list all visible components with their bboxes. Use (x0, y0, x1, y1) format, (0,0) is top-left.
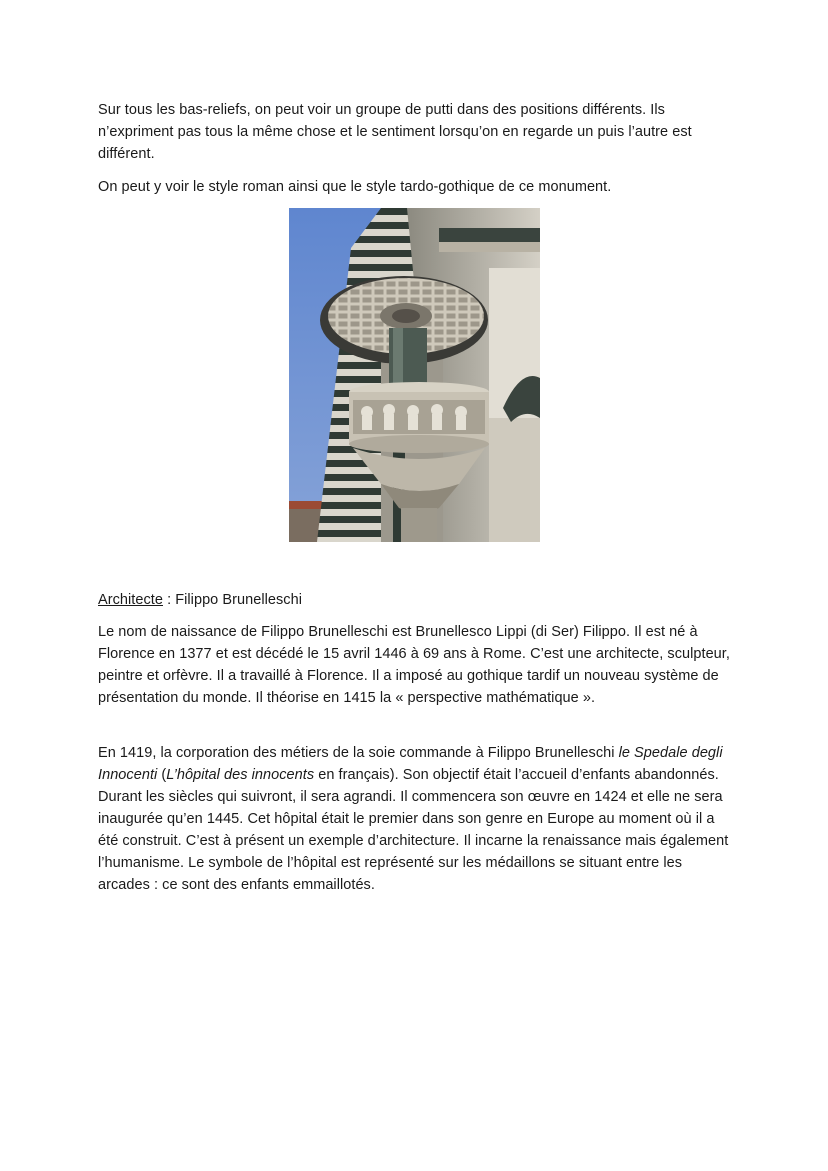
architect-separator: : (162, 592, 176, 608)
hospital-text-2: ( (157, 767, 167, 783)
paragraph-style: On peut y voir le style roman ainsi que le style tardo-gothique de ce monument. (98, 179, 612, 195)
pulpit-photo (289, 208, 540, 542)
architect-name: Filippo Brunelleschi (175, 592, 302, 608)
hospital-name-italic: le Spedale degli Innocenti (98, 745, 723, 783)
hospital-text-1: En 1419, la corporation des métiers de la soie commande à Filippo Brunelleschi (98, 745, 619, 761)
architect-heading (98, 589, 738, 611)
hospital-translation-italic: L’hôpital des innocents (166, 767, 315, 783)
paragraph-hospital (98, 742, 738, 896)
hospital-text-3: en français). Son objectif était l’accueil d’enfants abandonnés. Durant les siècles qui suivront, il sera agrandi. Il commencera son œuvre en 1424 et elle ne sera inaugurée qu’en 1445. Cet hôpital était le premier dans son genre en Europe au moment où il a été construit. C’est à présent un exemple d’architecture. Il incarne la renaissance mais également l’humanisme. Le symbole de l’hôpital est représenté sur les médaillons se situant entre les arcades : ce sont des enfants emmaillotés. (98, 767, 729, 893)
paragraph-putti: Sur tous les bas-reliefs, on peut voir un groupe de putti dans des positions différents. Ils n’expriment pas tous la même chose et le sentiment lorsqu’on en regarde un puis l’autre est différent. (98, 102, 692, 162)
paragraph-biography: Le nom de naissance de Filippo Brunelleschi est Brunellesco Lippi (di Ser) Filippo. Il est né à Florence en 1377 et est décédé le 15 avril 1446 à 69 ans à Rome. C’est une architecte, sculpteur, peintre et orfèvre. Il a travaillé à Florence. Il a imposé au gothique tardif un nouveau système de présentation du monde. Il théorise en 1415 la « perspective mathématique ». (98, 624, 730, 706)
architect-label: Architecte (98, 592, 163, 608)
